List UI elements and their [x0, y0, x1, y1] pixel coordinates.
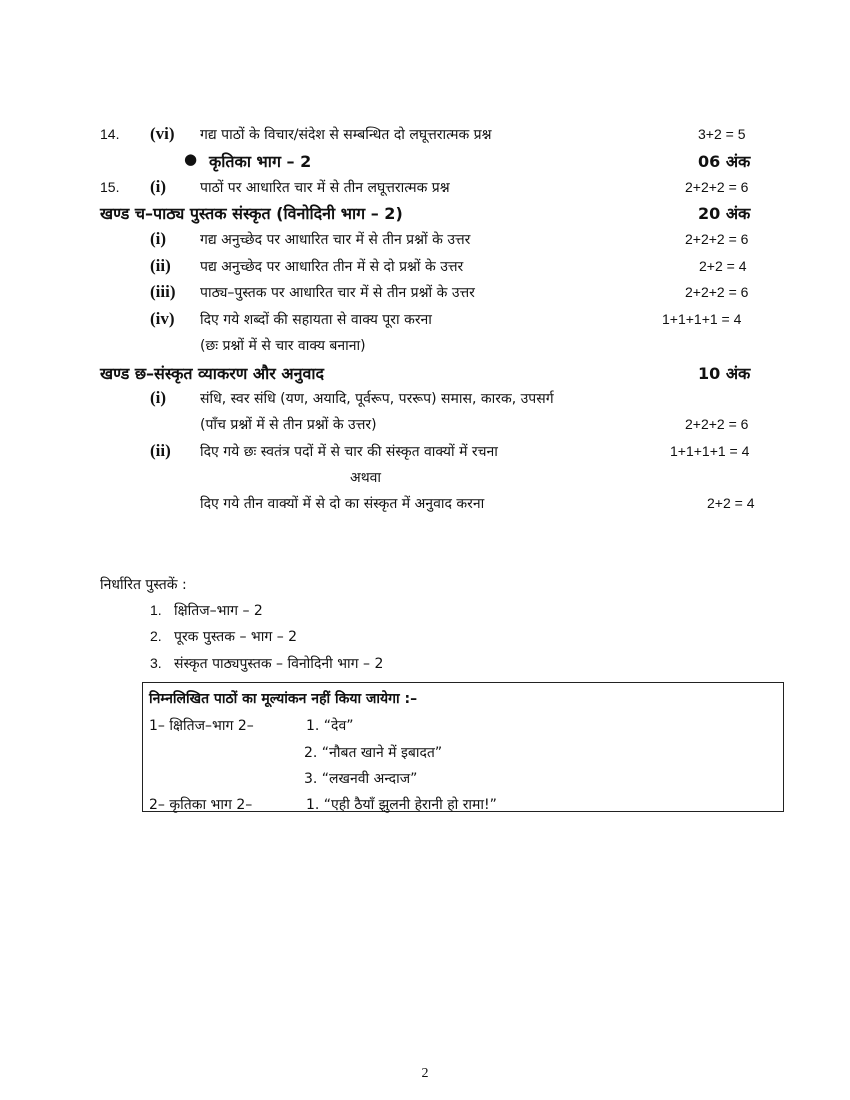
section-marks: 10 अंक	[698, 364, 751, 383]
question-roman: (i)	[150, 388, 167, 407]
question-roman: (i)	[150, 177, 167, 196]
excluded-title: निम्नलिखित पाठों का मूल्यांकन नहीं किया जायेगा :–	[149, 691, 418, 707]
question-roman: (ii)	[150, 441, 171, 460]
or-text: अथवा	[350, 470, 382, 486]
book-name: क्षितिज–भाग – 2	[174, 603, 263, 619]
question-marks: 3+2 = 5	[698, 126, 746, 142]
question-roman: (i)	[150, 229, 167, 248]
question-text: गद्य अनुच्छेद पर आधारित चार में से तीन प्रश्नों के उत्तर	[200, 232, 471, 248]
question-text: पाठ्य–पुस्तक पर आधारित चार में से तीन प्रश्नों के उत्तर	[200, 285, 475, 301]
book-number: 1.	[150, 602, 162, 618]
excluded-lesson: 1. “एही ठैयाँ झुलनी हेरानी हो रामा!”	[306, 797, 497, 813]
question-marks: 2+2 = 4	[699, 258, 747, 274]
question-text: पाठों पर आधारित चार में से तीन लघूत्तरात्मक प्रश्न	[200, 180, 450, 196]
question-text: दिए गये छः स्वतंत्र पदों में से चार की संस्कृत वाक्यों में रचना	[200, 444, 498, 460]
bullet-icon: ●	[184, 150, 198, 168]
section-heading: खण्ड छ–संस्कृत व्याकरण और अनुवाद	[100, 364, 325, 383]
question-number: 15.	[100, 179, 120, 195]
books-title: निर्धारित पुस्तकें :	[100, 577, 187, 593]
question-text: पद्य अनुच्छेद पर आधारित तीन में से दो प्रश्नों के उत्तर	[200, 259, 464, 275]
question-roman: (iii)	[150, 282, 176, 301]
question-marks: 2+2 = 4	[707, 495, 755, 511]
book-number: 3.	[150, 655, 162, 671]
question-text: दिए गये तीन वाक्यों में से दो का संस्कृत में अनुवाद करना	[200, 496, 485, 512]
excluded-group-label: 2– कृतिका भाग 2–	[149, 797, 253, 813]
section-marks: 20 अंक	[698, 204, 751, 223]
excluded-lesson: 2. “नौबत खाने में इबादत”	[304, 745, 443, 761]
subsection-marks: 06 अंक	[698, 152, 751, 171]
subsection-title: कृतिका भाग – 2	[209, 152, 312, 171]
excluded-lesson: 1. “देव”	[306, 718, 354, 734]
question-marks: 1+1+1+1 = 4	[670, 443, 750, 459]
question-roman: (iv)	[150, 309, 175, 328]
question-marks: 2+2+2 = 6	[685, 231, 749, 247]
section-heading: खण्ड च–पाठ्य पुस्तक संस्कृत (विनोदिनी भाग – 2)	[100, 204, 403, 223]
excluded-lessons-box	[142, 682, 784, 812]
book-number: 2.	[150, 628, 162, 644]
question-roman: (ii)	[150, 256, 171, 275]
excluded-lesson: 3. “लखनवी अन्दाज”	[304, 771, 418, 787]
question-text: संधि, स्वर संधि (यण, अयादि, पूर्वरूप, पररूप) समास, कारक, उपसर्ग	[200, 391, 554, 407]
question-marks: 1+1+1+1 = 4	[662, 311, 742, 327]
question-note: (पाँच प्रश्नों में से तीन प्रश्नों के उत्तर)	[200, 417, 377, 433]
question-note: (छः प्रश्नों में से चार वाक्य बनाना)	[200, 338, 366, 354]
question-marks: 2+2+2 = 6	[685, 284, 749, 300]
excluded-group-label: 1– क्षितिज–भाग 2–	[149, 718, 254, 734]
question-number: 14.	[100, 126, 120, 142]
page-number: 2	[421, 1066, 429, 1081]
book-name: संस्कृत पाठ्यपुस्तक – विनोदिनी भाग – 2	[174, 656, 384, 672]
question-marks: 2+2+2 = 6	[685, 179, 749, 195]
book-name: पूरक पुस्तक – भाग – 2	[174, 629, 298, 645]
question-marks: 2+2+2 = 6	[685, 416, 749, 432]
question-text: गद्य पाठों के विचार/संदेश से सम्बन्धित दो लघूत्तरात्मक प्रश्न	[200, 127, 492, 143]
question-text: दिए गये शब्दों की सहायता से वाक्य पूरा करना	[200, 312, 432, 328]
question-roman: (vi)	[150, 124, 175, 143]
